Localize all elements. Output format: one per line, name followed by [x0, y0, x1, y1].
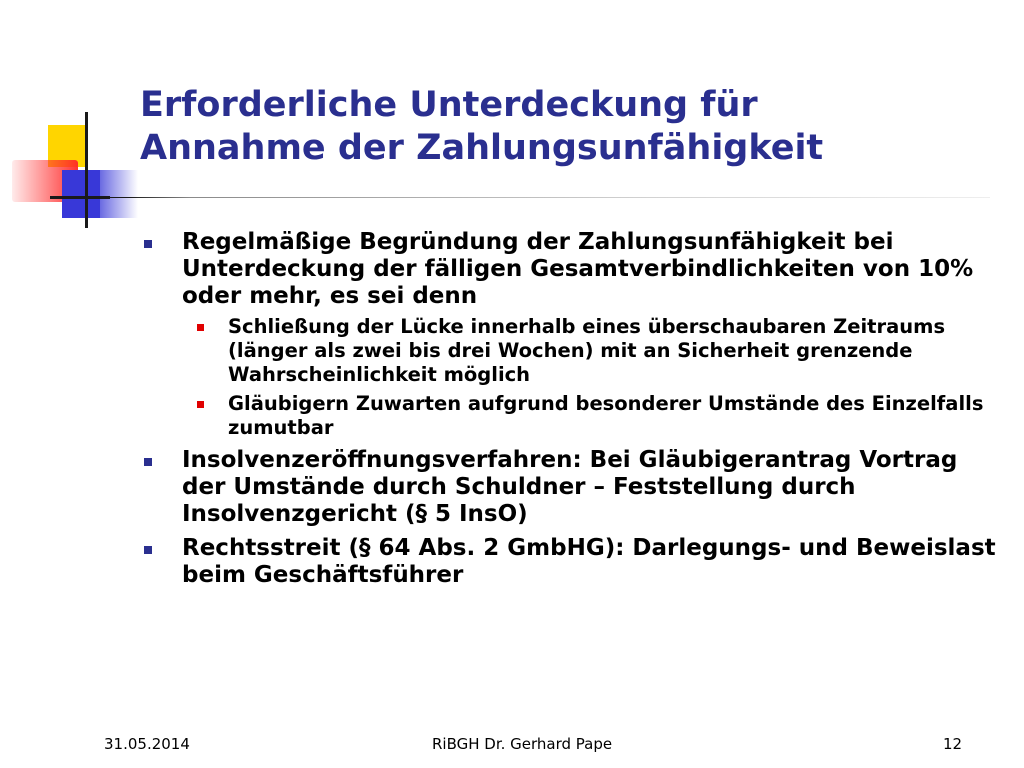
- footer-date: 31.05.2014: [104, 735, 190, 753]
- bullet-item-2: [140, 447, 1000, 528]
- bullet-item-3: [140, 535, 1000, 589]
- bullet-item-text: Regelmäßige Begründung der Zahlungsunfähigkeit bei Unterdeckung der fälligen Gesamtverbindlichkeiten von 10% oder mehr, es sei denn: [182, 229, 974, 309]
- sub-list: [182, 315, 1000, 440]
- red-square-bullet-icon: [197, 324, 204, 331]
- sub-bullet-item-text: Schließung der Lücke innerhalb eines überschaubaren Zeitraums (länger als zwei bis drei Wochen) mit an Sicherheit grenzende Wahrscheinlichkeit möglich: [228, 315, 946, 386]
- decorative-blue-square: [62, 170, 100, 218]
- slide-title: [140, 84, 1000, 170]
- bullet-item-text: Insolvenzeröffnungsverfahren: Bei Gläubigerantrag Vortrag der Umstände durch Schuldner – Feststellung durch Insolvenzgericht (§ 5 InsO): [182, 447, 958, 527]
- title-underline: [50, 197, 990, 198]
- sub-bullet-item-1: [140, 315, 1000, 387]
- decorative-vertical-line: [85, 112, 88, 228]
- footer-presenter: RiBGH Dr. Gerhard Pape: [432, 735, 613, 753]
- sub-bullet-item-text: Gläubigern Zuwarten aufgrund besonderer Umstände des Einzelfalls zumutbar: [228, 392, 984, 439]
- decorative-blue-fade: [100, 170, 138, 218]
- slide-title-line-2: Annahme der Zahlungsunfähigkeit: [140, 128, 824, 168]
- square-bullet-icon: [144, 458, 152, 466]
- slide-content: [140, 229, 1000, 596]
- footer-page-number: 12: [943, 735, 963, 753]
- bullet-item-text: Rechtsstreit (§ 64 Abs. 2 GmbHG): Darlegungs- und Beweislast beim Geschäftsführer: [182, 535, 996, 588]
- bullet-item-1: [140, 229, 1000, 440]
- sub-bullet-item-2: [140, 392, 1000, 440]
- square-bullet-icon: [144, 240, 152, 248]
- slide-title-line-1: Erforderliche Unterdeckung für: [140, 85, 758, 125]
- title-underline-accent: [50, 196, 110, 199]
- square-bullet-icon: [144, 546, 152, 554]
- red-square-bullet-icon: [197, 401, 204, 408]
